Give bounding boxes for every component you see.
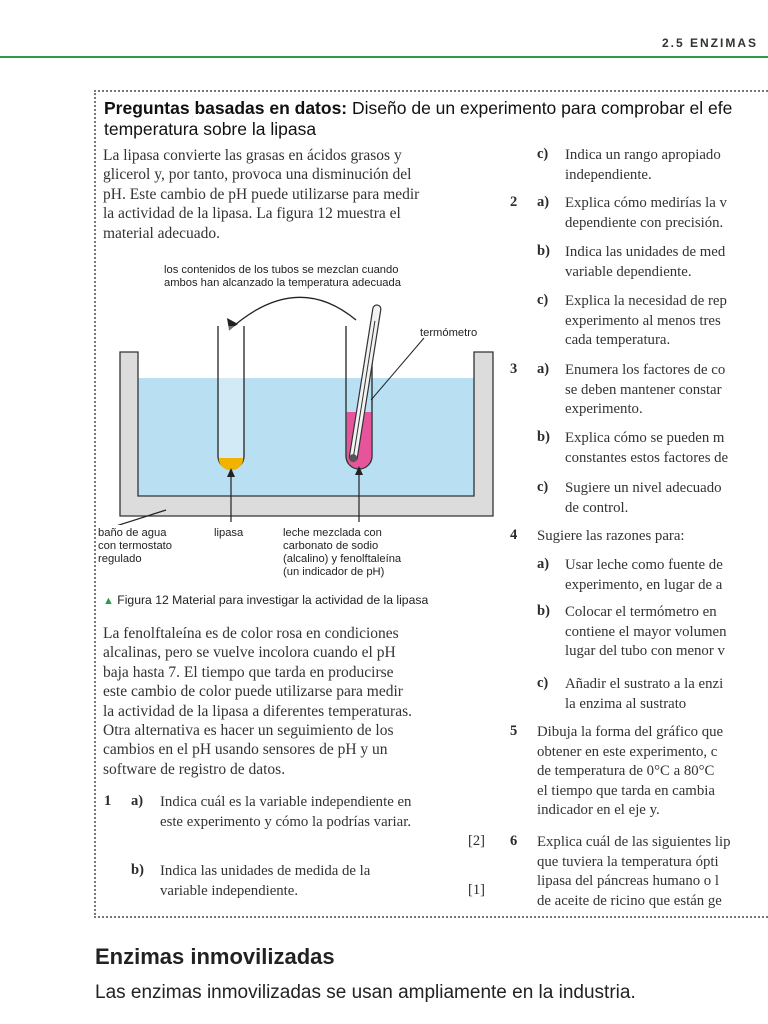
bath-label-line: regulado [98,553,142,565]
intro-line: pH. Este cambio de pH puede utilizarse para medir [103,185,420,203]
question-number: 4 [510,527,518,543]
question-letter: b) [537,243,550,259]
question-line: se deben mantener constar [565,381,722,398]
question-1a [160,793,411,832]
question-letter: c) [537,292,549,308]
body-line: baja hasta 7. El tiempo que tarda en producirse [103,663,394,681]
milk-label [283,527,401,579]
question-1b [160,862,370,901]
question-line: Indica un rango apropiado [565,147,721,163]
question-line: obtener en este experimento, c [537,743,718,760]
question-line: Indica cuál es la variable independiente en [160,794,412,810]
question-letter: a) [537,556,550,572]
body-line: cambios en el pH usando sensores de pH y un [103,741,388,759]
body-line: este cambio de color puede utilizarse para medir [103,683,403,701]
question-number: 3 [510,361,518,377]
question-2c [565,292,727,351]
question-line: Dibuja la forma del gráfico que [537,724,724,740]
bath-label [98,527,172,566]
question-line: Añadir el sustrato a la enzi [565,676,724,692]
question-line: Indica las unidades de medida de la [160,863,371,879]
question-line: Sugiere un nivel adecuado [565,480,722,496]
question-letter: c) [537,146,549,162]
question-4c [565,675,723,714]
question-line: Explica la necesidad de rep [565,293,727,309]
question-line: este experimento y cómo la podrías variar. [160,813,412,830]
question-line: de aceite de ricino que están ge [537,892,722,909]
question-letter: b) [131,862,144,878]
milk-label-line: leche mezclada con [283,527,382,539]
water-bath [138,378,474,496]
body-line: software de registro de datos. [103,760,286,778]
question-line: Enumera los factores de co [565,362,726,378]
thermometer-label: termómetro [420,327,478,339]
question-line: experimento al menos tres [565,312,721,329]
question-6 [537,833,731,911]
question-5 [537,723,723,821]
intro-line: La lipasa convierte las grasas en ácidos grasos y [103,147,402,164]
bath-label-line: con termostato [98,540,172,552]
question-letter: c) [537,675,549,691]
lipase-tube [218,326,244,469]
milk-label-line: carbonato de sodio [283,540,379,552]
body-line: La fenolftaleína es de color rosa en condiciones [103,625,399,642]
question-3b [565,429,728,468]
question-line: indicador en el eje y. [537,802,660,818]
header-rule [0,56,768,58]
box-title [104,98,768,140]
mixing-arrow [229,297,356,330]
question-line: contiene el mayor volumen [565,623,727,640]
question-4b [565,603,726,662]
question-2a [565,194,727,233]
question-letter: a) [537,194,550,210]
question-line: lipasa del páncreas humano o l [537,873,720,889]
box-title-line2: temperatura sobre la lipasa [104,119,317,139]
question-letter: b) [537,603,550,619]
figure-caption [103,593,428,607]
question-line: dependiente con precisión. [565,214,724,231]
body-line: la actividad de la lipasa a diferentes temperaturas. [103,702,412,720]
question-3a [565,361,725,420]
question-line: variable dependiente. [565,263,692,280]
question-2b [565,243,725,282]
question-line: Colocar el termómetro en [565,604,717,620]
intro-line: la actividad de la lipasa. La figura 12 muestra el [103,205,401,223]
question-line: Explica cuál de las siguientes lip [537,834,731,850]
section-body: Las enzimas inmovilizadas se usan ampliamente en la industria. [95,982,636,1003]
body-line: Otra alternativa es hacer un seguimiento de los [103,722,394,740]
intro-paragraph [103,146,419,243]
question-line: Explica cómo se pueden m [565,430,725,446]
question-line: el tiempo que tarda en cambia [537,782,715,799]
question-line: de temperatura de 0°C a 80°C [537,763,715,779]
mark-allocation: [2] [468,833,485,849]
running-header: 2.5 ENZIMAS [661,36,758,50]
bath-label-line: baño de agua [98,527,167,539]
question-line: Usar leche como fuente de [565,557,723,573]
question-1c [565,146,721,185]
question-line: experimento. [565,401,643,417]
milk-label-line: (alcalino) y fenolftaleína [283,553,402,565]
question-letter: a) [537,361,550,377]
intro-line: material adecuado. [103,224,221,242]
question-line: lugar del tubo con menor v [565,643,725,659]
question-line: constantes estos factores de [565,449,729,466]
lipase-label: lipasa [214,527,244,539]
milk-label-line: (un indicador de pH) [283,566,385,578]
question-line: independiente. [565,166,652,183]
intro-line: glicerol y, por tanto, provoca una disminución del [103,166,412,184]
question-line: variable independiente. [160,882,299,899]
figure-top-label-line: los contenidos de los tubos se mezclan cuando [164,264,399,276]
question-number: 1 [104,793,112,809]
question-line: cada temperatura. [565,332,671,348]
question-line: la enzima al sustrato [565,695,687,712]
question-letter: b) [537,429,550,445]
box-title-bold: Preguntas basadas en datos: [104,98,348,118]
question-number: 6 [510,833,518,849]
figure-caption-text: Figura 12 Material para investigar la actividad de la lipasa [117,593,429,607]
question-4: Sugiere las razones para: [537,528,685,544]
body-line: alcalinas, pero se vuelve incolora cuando el pH [103,644,396,662]
lipase-apparatus-figure [96,280,496,525]
section-heading: Enzimas inmovilizadas [95,944,335,969]
question-line: Explica cómo medirías la v [565,195,727,211]
question-letter: a) [131,793,144,809]
question-line: experimento, en lugar de a [565,576,723,593]
question-letter: c) [537,479,549,495]
body-paragraph [103,624,412,779]
triangle-icon: ▲ [103,595,114,607]
question-line: de control. [565,499,629,516]
question-number: 2 [510,194,518,210]
mark-allocation: [1] [468,882,485,898]
question-line: Indica las unidades de med [565,244,726,260]
box-title-rest: Diseño de un experimento para comprobar el efe [347,98,733,118]
figure-top-label-line: ambos han alcanzado la temperatura adecuada [164,277,401,289]
question-number: 5 [510,723,518,739]
question-3c [565,479,722,518]
question-line: que tuviera la temperatura ópti [537,853,719,870]
question-4a [565,556,723,595]
